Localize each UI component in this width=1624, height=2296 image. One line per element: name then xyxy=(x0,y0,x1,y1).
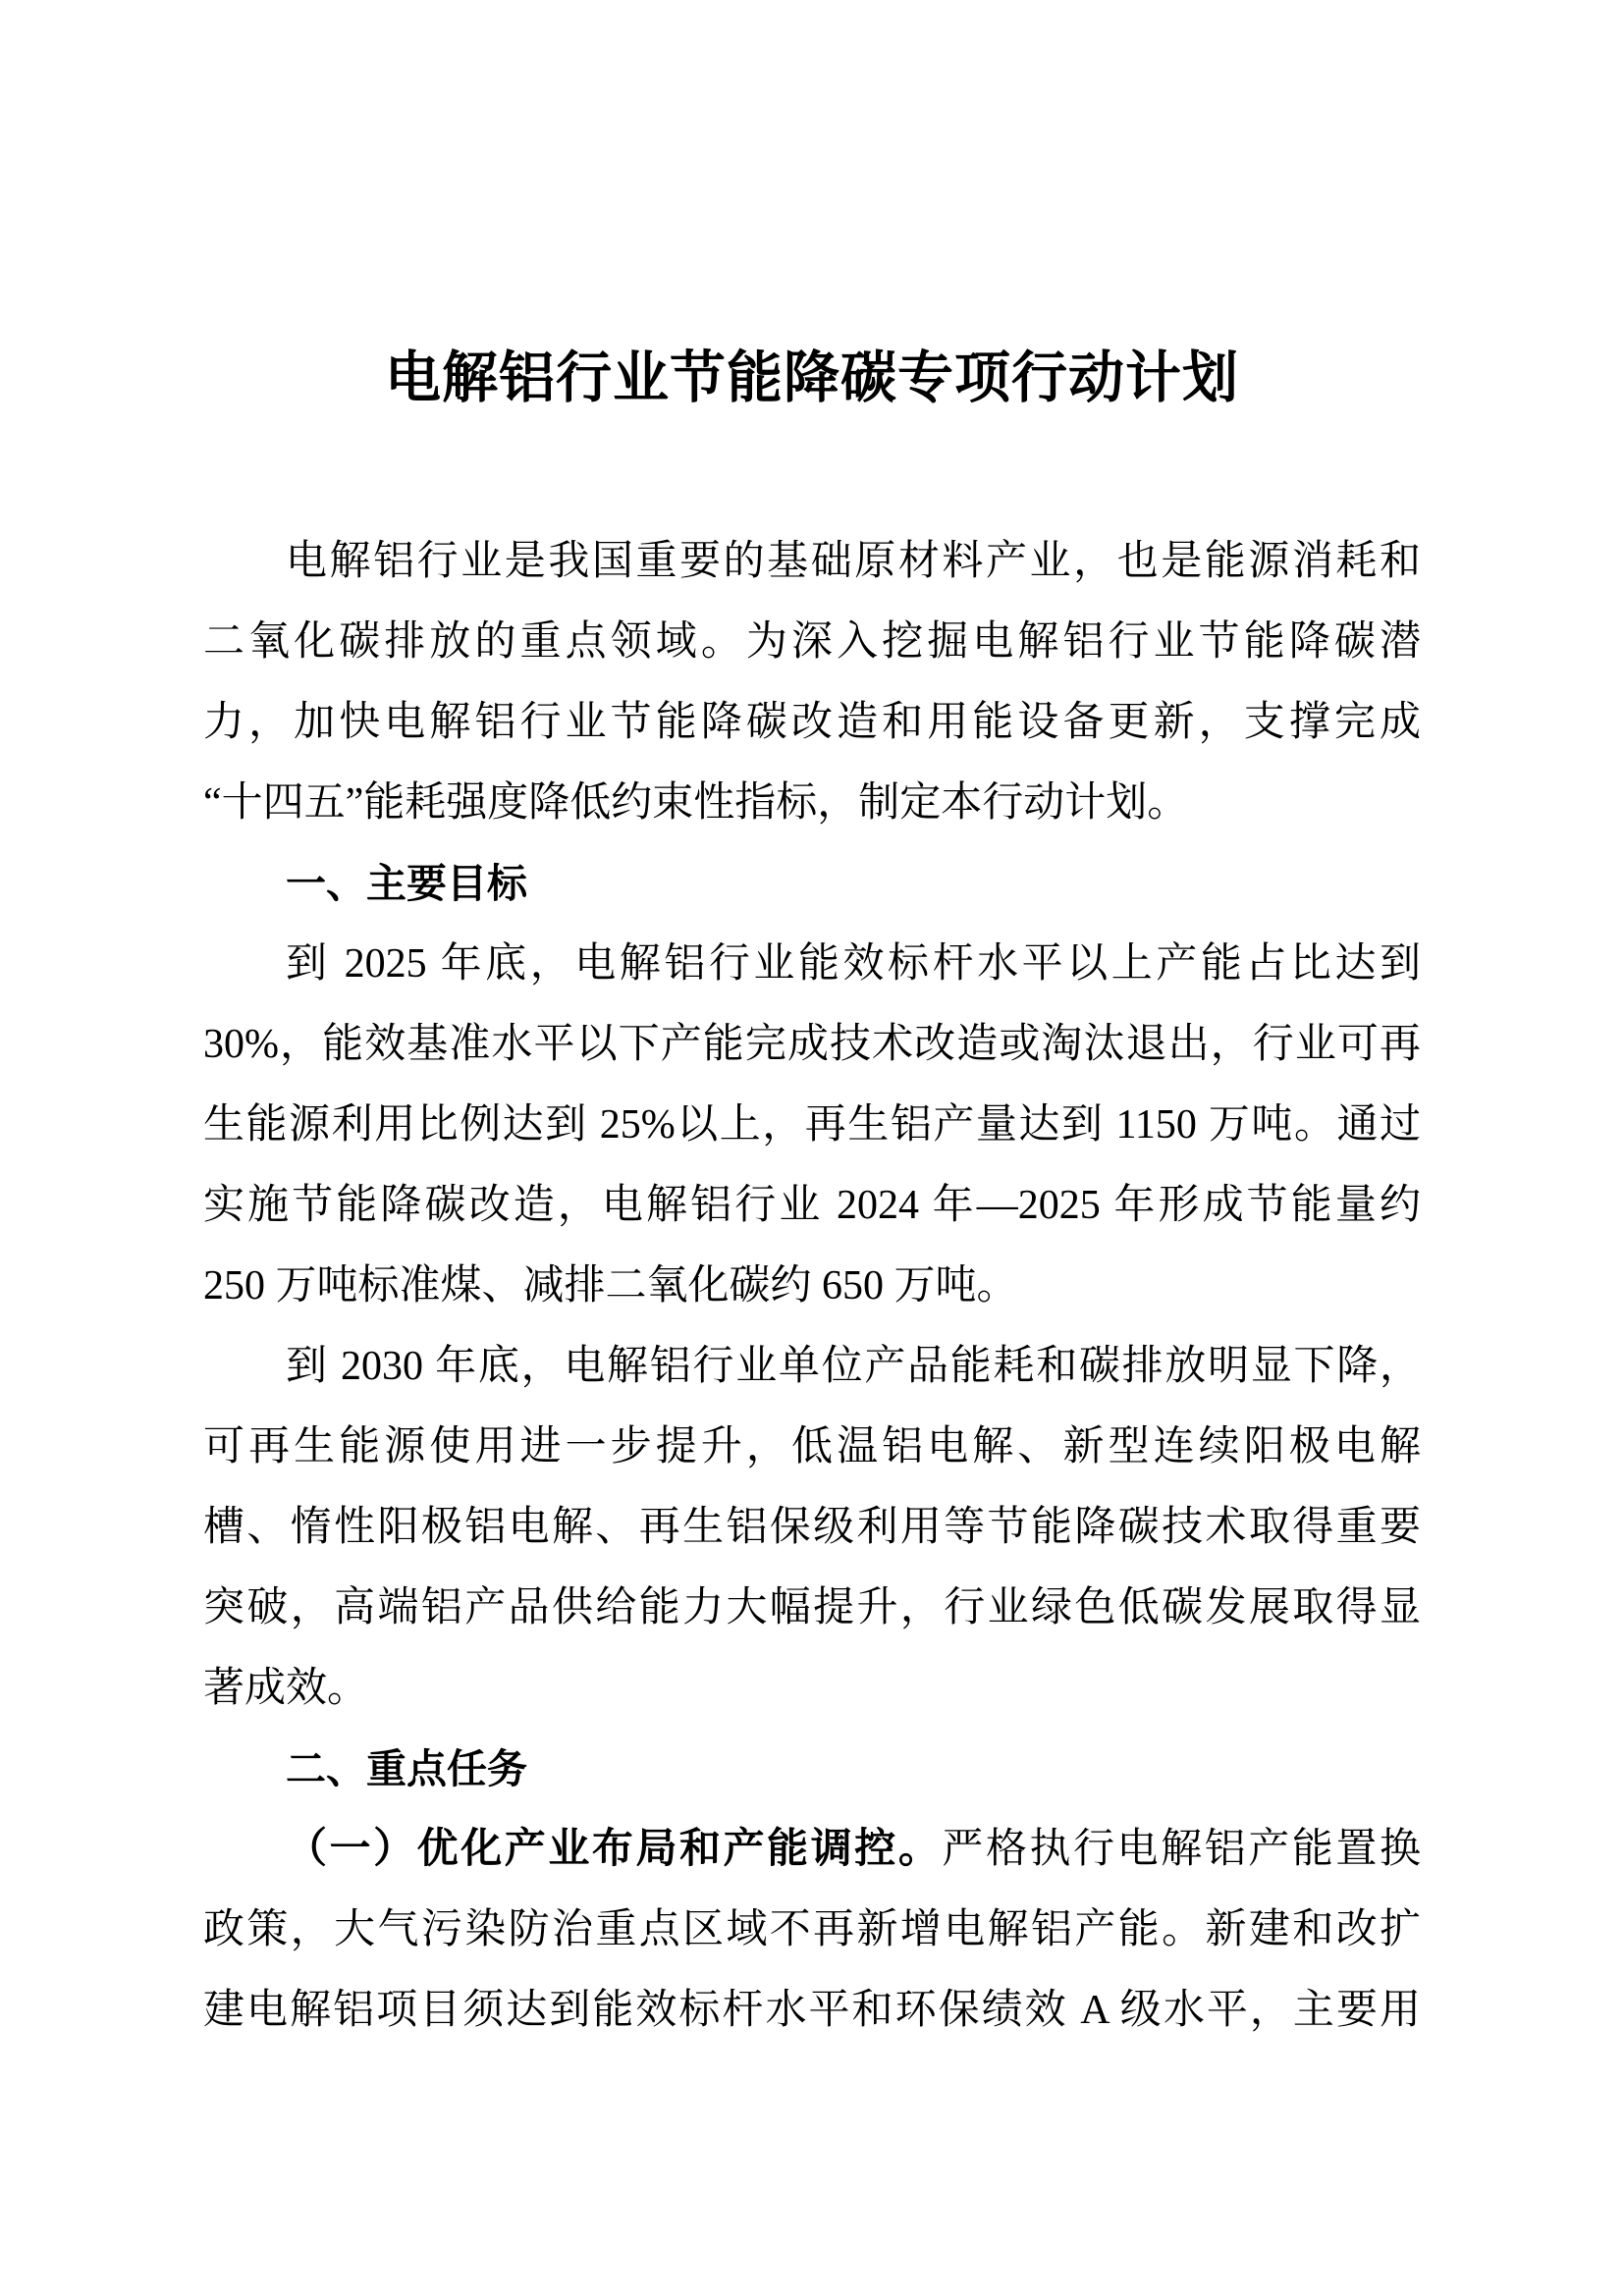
document-body xyxy=(203,521,1421,2051)
text-line: 政策，大气污染防治重点区域不再新增电解铝产能。新建和改扩 xyxy=(203,1907,1421,1952)
document-title: 电解铝行业节能降碳专项行动计划 xyxy=(385,347,1239,409)
text-line: 实施节能降碳改造，电解铝行业 2024 年—2025 年形成节能量约 xyxy=(203,1183,1421,1228)
text-line: 电解铝行业是我国重要的基础原材料产业，也是能源消耗和 xyxy=(286,539,1421,584)
text-line: 二氧化碳排放的重点领域。为深入挖掘电解铝行业节能降碳潜 xyxy=(203,619,1421,665)
text-line: 到 2025 年底，电解铝行业能效标杆水平以上产能占比达到 xyxy=(286,941,1421,987)
text-line: 可再生能源使用进一步提升，低温铝电解、新型连续阳极电解 xyxy=(203,1424,1421,1469)
text-line: 到 2030 年底，电解铝行业单位产品能耗和碳排放明显下降， xyxy=(286,1344,1421,1389)
text-line: 槽、惰性阳极铝电解、再生铝保级利用等节能降碳技术取得重要 xyxy=(203,1505,1421,1550)
text-line: 生能源利用比例达到 25%以上，再生铝产量达到 1150 万吨。通过 xyxy=(203,1102,1421,1148)
text-line: 突破，高端铝产品供给能力大幅提升，行业绿色低碳发展取得显 xyxy=(203,1585,1421,1630)
text-line: 30%，能效基准水平以下产能完成技术改造或淘汰退出，行业可再 xyxy=(203,1022,1421,1067)
paragraph-lead: （一）优化产业布局和产能调控。 xyxy=(286,1827,943,1872)
section-heading: 一、主要目标 xyxy=(286,861,527,906)
section-heading: 二、重点任务 xyxy=(286,1746,527,1791)
text-line: 建电解铝项目须达到能效标杆水平和环保绩效 A 级水平，主要用 xyxy=(203,1988,1421,2033)
text-line: “十四五”能耗强度降低约束性指标，制定本行动计划。 xyxy=(203,780,1189,826)
text-line: （一）优化产业布局和产能调控。严格执行电解铝产能置换 xyxy=(286,1827,1421,1872)
text-line: 力，加快电解铝行业节能降碳改造和用能设备更新，支撑完成 xyxy=(203,700,1421,745)
text-line: 著成效。 xyxy=(203,1666,369,1711)
text-line: 250 万吨标准煤、减排二氧化碳约 650 万吨。 xyxy=(203,1263,1018,1308)
